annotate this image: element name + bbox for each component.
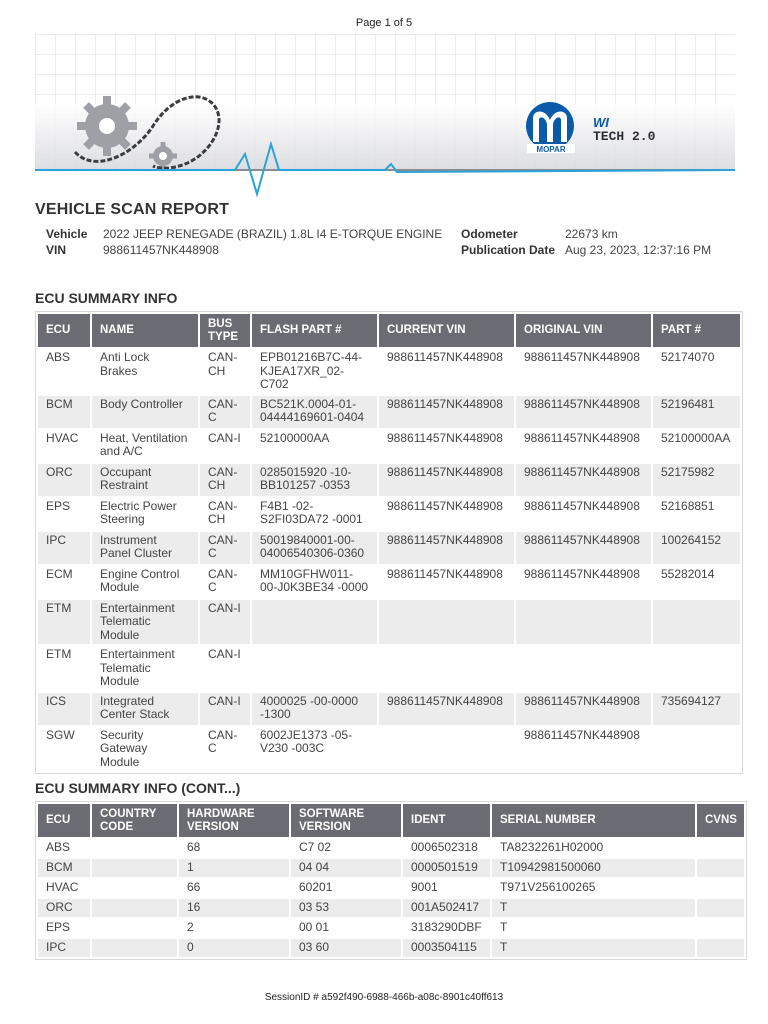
table-cell: CAN-I — [208, 647, 241, 661]
table-cell — [697, 879, 744, 897]
table-cell: 66 — [187, 880, 201, 894]
table-cell: 52100000AA — [260, 430, 330, 445]
ecu-summary-table — [35, 311, 743, 774]
column-header: PART # — [653, 314, 740, 347]
table-cell: 50019840001-00-04006540306-0360 — [252, 532, 377, 564]
table-row — [38, 349, 740, 394]
table-cell: 0003504115 — [403, 939, 490, 957]
table-cell: T — [500, 920, 508, 934]
table-row — [38, 693, 740, 725]
table-cell: 4000025 -00-0000 -1300 — [252, 693, 377, 725]
ecu-summary-cont-title: ECU SUMMARY INFO (CONT...) — [35, 780, 241, 796]
table-cell: CAN-I — [200, 600, 250, 645]
column-header: FLASH PART # — [252, 314, 377, 347]
table-cell: SGW — [46, 727, 75, 742]
table-cell — [697, 839, 744, 857]
table-cell — [697, 899, 744, 917]
brand-text: MOPAR — [536, 145, 566, 154]
ecu-summary-cont-table — [35, 801, 747, 960]
publication-info — [461, 226, 711, 258]
report-title: VEHICLE SCAN REPORT — [35, 201, 230, 218]
table-row — [38, 566, 740, 598]
table-cell — [252, 646, 377, 691]
table-row — [38, 430, 740, 462]
table-cell — [653, 727, 740, 772]
table-cell: 55282014 — [661, 566, 715, 581]
table-cell: F4B1 -02-S2FI03DA72 -0001 — [260, 498, 363, 526]
ecu-summary-title: ECU SUMMARY INFO — [35, 290, 178, 306]
table-cell: TA8232261H02000 — [500, 840, 604, 854]
table-cell: ECM — [46, 566, 73, 581]
table-cell — [92, 939, 177, 957]
table-cell: 03 53 — [291, 899, 401, 917]
table-cell: 988611457NK448908 — [516, 464, 651, 496]
table-cell: CAN-C — [208, 727, 238, 755]
table-cell: T — [492, 899, 695, 917]
table-cell: Integrated Center Stack — [92, 693, 198, 725]
vin-value: 988611457NK448908 — [103, 243, 219, 257]
vehicle-value: 2022 JEEP RENEGADE (BRAZIL) 1.8L I4 E-TORQUE ENGINE — [103, 227, 443, 241]
column-header: ECU — [38, 804, 90, 837]
table-cell — [379, 600, 514, 645]
column-header: HARDWARE VERSION — [179, 804, 289, 837]
column-header: NAME — [92, 314, 198, 347]
table-cell: ABS — [46, 350, 71, 364]
table-cell — [92, 879, 177, 897]
table-cell — [379, 646, 514, 691]
table-row — [38, 919, 744, 937]
table-cell — [516, 600, 651, 645]
table-row — [38, 879, 744, 897]
table-cell: BCM — [38, 396, 90, 428]
table-cell: ORC — [38, 464, 90, 496]
table-cell: 988611457NK448908 — [524, 350, 640, 364]
table-cell: CAN-I — [200, 693, 250, 725]
table-cell: T971V256100265 — [500, 880, 596, 894]
table-cell: EPS — [46, 498, 71, 513]
mopar-logo — [526, 102, 575, 154]
table-cell: 04 04 — [291, 859, 401, 877]
table-cell: 988611457NK448908 — [379, 396, 514, 428]
table-cell — [252, 600, 377, 645]
table-cell: ETM — [38, 600, 90, 645]
table-row — [38, 600, 740, 645]
odometer-value: 22673 km — [565, 227, 618, 241]
table-cell: 52175982 — [653, 464, 740, 496]
table-cell: 988611457NK448908 — [516, 693, 651, 725]
product-text-2: TECH 2.0 — [593, 129, 656, 144]
table-cell — [92, 839, 177, 857]
table-cell — [697, 939, 744, 957]
table-cell: 100264152 — [653, 532, 740, 564]
table-cell: Electric Power Steering — [100, 498, 177, 526]
table-cell: 52196481 — [653, 396, 740, 428]
table-cell: 988611457NK448908 — [387, 566, 503, 581]
table-cell: C7 02 — [299, 840, 332, 854]
table-cell: EPS — [46, 920, 71, 934]
table-cell: CAN-C — [200, 532, 250, 564]
table-cell: 988611457NK448908 — [379, 464, 514, 496]
table-cell: 988611457NK448908 — [379, 532, 514, 564]
table-cell: HVAC — [46, 880, 79, 894]
table-cell: 68 — [187, 840, 201, 854]
table-cell: BCM — [38, 859, 90, 877]
vehicle-label: Vehicle — [46, 227, 88, 241]
table-cell: CAN-C — [200, 396, 250, 428]
column-header: CVNS — [697, 804, 744, 837]
table-cell: HVAC — [46, 430, 79, 445]
report-banner — [35, 34, 735, 198]
table-cell: 988611457NK448908 — [524, 727, 640, 742]
table-cell: 0006502318 — [411, 840, 478, 854]
table-row — [38, 396, 740, 428]
table-row — [38, 646, 740, 691]
table-cell: 52168851 — [661, 498, 715, 513]
table-cell: 988611457NK448908 — [379, 693, 514, 725]
table-cell: IPC — [38, 939, 90, 957]
column-header: IDENT — [403, 804, 490, 837]
column-header: ORIGINAL VIN — [516, 314, 651, 347]
table-cell: BC521K.0004-01-04444169601-0404 — [252, 396, 377, 428]
product-text-1: WI — [593, 115, 609, 130]
table-cell: ICS — [38, 693, 90, 725]
table-cell — [92, 899, 177, 917]
table-cell: IPC — [38, 532, 90, 564]
column-header: COUNTRY CODE — [92, 804, 177, 837]
table-cell: T — [492, 939, 695, 957]
column-header: SOFTWARE VERSION — [291, 804, 401, 837]
table-cell: 0285015920 -10-BB101257 -0353 — [252, 464, 377, 496]
table-cell: 9001 — [411, 880, 438, 894]
table-cell: T10942981500060 — [492, 859, 695, 877]
table-cell: ETM — [46, 647, 72, 661]
table-cell: 735694127 — [653, 693, 740, 725]
table-row — [38, 727, 740, 772]
table-cell: CAN-I — [208, 430, 241, 445]
table-cell: 2 — [187, 920, 194, 934]
table-row — [38, 899, 744, 917]
table-cell: 001A502417 — [403, 899, 490, 917]
column-header: SERIAL NUMBER — [492, 804, 695, 837]
table-cell: ORC — [38, 899, 90, 917]
table-cell: Heat, Ventilation and A/C — [100, 430, 188, 458]
table-cell: Occupant Restraint — [92, 464, 198, 496]
table-row — [38, 498, 740, 530]
session-id: SessionID # a592f490-6988-466b-a08c-8901c40ff613 — [264, 992, 504, 1003]
table-row — [38, 939, 744, 957]
table-cell: ABS — [46, 840, 71, 854]
table-cell: Anti Lock Brakes — [100, 350, 150, 378]
table-cell: 03 60 — [291, 939, 401, 957]
column-header: BUS TYPE — [200, 314, 250, 347]
table-cell: CAN-C — [208, 566, 238, 594]
vin-label: VIN — [46, 243, 67, 257]
table-cell: CAN-CH — [200, 464, 250, 496]
table-cell: 988611457NK448908 — [387, 350, 503, 364]
column-header: CURRENT VIN — [379, 314, 514, 347]
table-cell: 988611457NK448908 — [524, 566, 640, 581]
table-cell: MM10GFHW011-00-J0K3BE34 -0000 — [260, 566, 369, 594]
table-cell: CAN-CH — [208, 498, 238, 526]
table-cell: CAN-CH — [208, 350, 238, 378]
table-cell: Entertainment Telematic Module — [92, 600, 198, 645]
publication-date-value: Aug 23, 2023, 12:37:16 PM — [565, 243, 712, 257]
table-cell: 988611457NK448908 — [516, 532, 651, 564]
publication-date-label: Publication Date — [461, 243, 556, 257]
table-cell — [697, 859, 744, 877]
table-cell: 16 — [179, 899, 289, 917]
table-cell: Instrument Panel Cluster — [92, 532, 198, 564]
table-cell: 0000501519 — [403, 859, 490, 877]
table-row — [38, 532, 740, 564]
table-row — [38, 839, 744, 857]
table-row — [38, 464, 740, 496]
table-cell: EPB01216B7C-44-KJEA17XR_02-C702 — [260, 350, 363, 391]
table-cell: Security Gateway Module — [100, 727, 148, 769]
table-cell: Body Controller — [92, 396, 198, 428]
table-cell: 52100000AA — [661, 430, 731, 445]
table-row — [38, 859, 744, 877]
table-cell: Entertainment Telematic Module — [100, 647, 175, 688]
table-cell: 52174070 — [661, 350, 715, 364]
table-cell — [516, 646, 651, 691]
table-cell — [653, 600, 740, 645]
table-cell — [92, 919, 177, 937]
table-cell: 988611457NK448908 — [524, 430, 640, 445]
table-cell — [379, 727, 514, 772]
odometer-label: Odometer — [461, 227, 518, 241]
page-indicator: Page 1 of 5 — [355, 17, 413, 29]
table-cell: 0 — [179, 939, 289, 957]
table-cell: 6002JE1373 -05-V230 -003C — [260, 727, 353, 755]
table-cell: Engine Control Module — [100, 566, 180, 594]
table-cell: 988611457NK448908 — [387, 498, 503, 513]
column-header: ECU — [38, 314, 90, 347]
table-cell: 60201 — [299, 880, 333, 894]
table-cell — [653, 646, 740, 691]
vehicle-info — [46, 226, 442, 258]
table-cell: 988611457NK448908 — [387, 430, 503, 445]
table-cell — [92, 859, 177, 877]
table-cell: 00 01 — [299, 920, 330, 934]
table-cell: 1 — [179, 859, 289, 877]
table-cell — [697, 919, 744, 937]
table-cell: 3183290DBF — [411, 920, 482, 934]
table-cell: 988611457NK448908 — [524, 498, 640, 513]
table-cell: 988611457NK448908 — [516, 396, 651, 428]
